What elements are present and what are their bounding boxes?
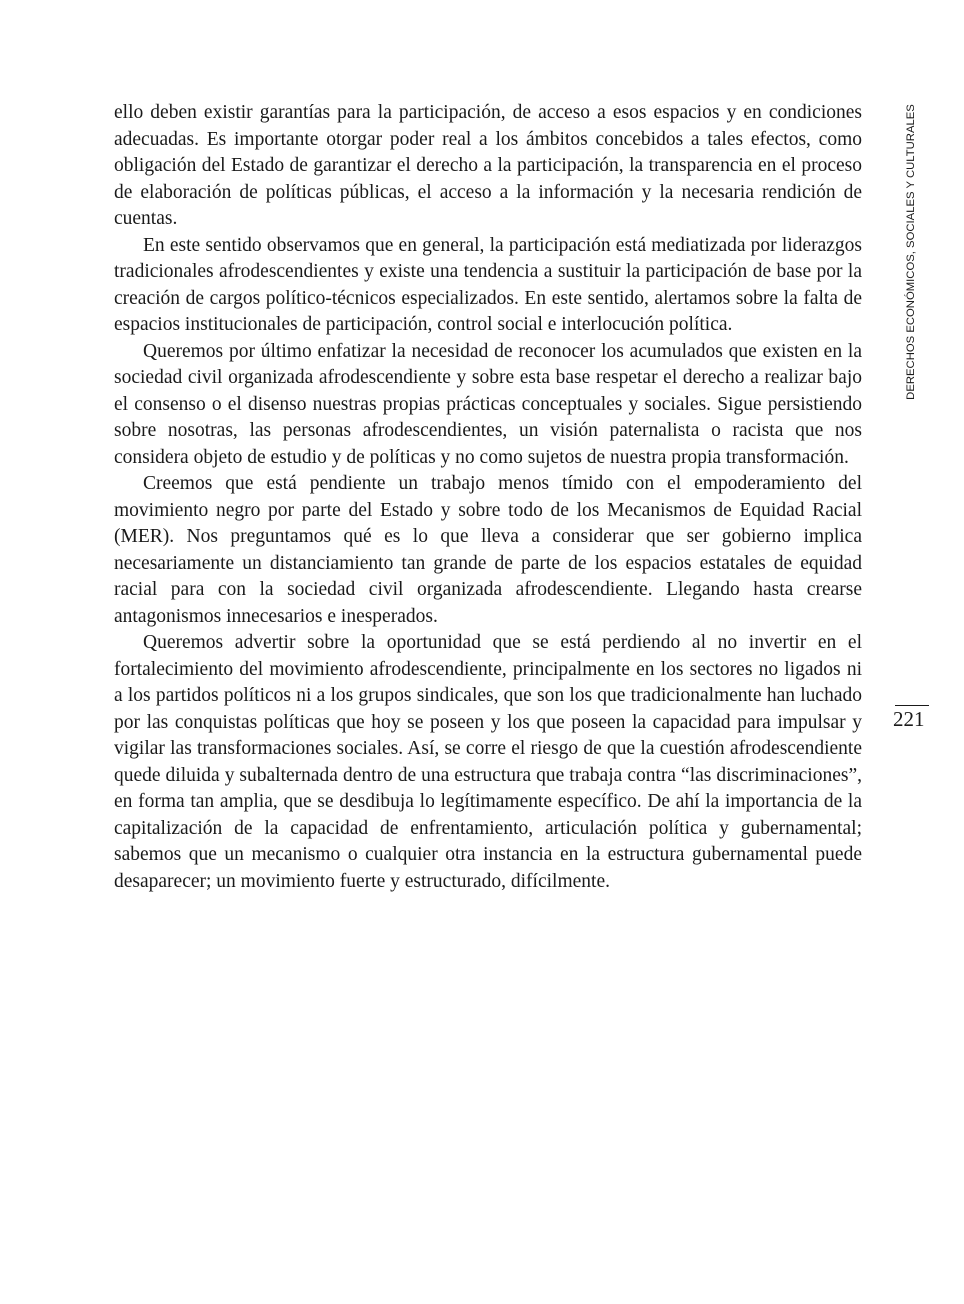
paragraph-5: Queremos advertir sobre la oportunidad que se está perdiendo al no invertir en el fortalecimiento del movimiento afrodescendiente, principalmente en los sectores no ligados ni a los partidos políticos ni a los grupos sindicales, que son los que tradicionalmente han luchado por las conquistas políticas que hoy se poseen y los que poseen la capacidad para impulsar y vigilar las transformaciones sociales. Así, se corre el riesgo de que la cuestión afrodescendiente quede diluida y subalternada dentro de una estructura que trabaja contra “las discriminaciones”, en forma tan amplia, que se desdibuja lo legítimamente específico. De ahí la importancia de la capitalización de la capacidad de enfrentamiento, articulación política y gubernamental; sabemos que un mecanismo o cualquier otra instancia en la estructura gubernamental puede desaparecer; un movimiento fuerte y estructurado, difícilmente. xyxy=(114,632,862,892)
running-head xyxy=(903,101,919,403)
paragraph-2: En este sentido observamos que en general, la participación está mediatizada por liderazgos tradicionales afrodescendientes y existe una tendencia a sustituir la participación de base por la creación de cargos político-técnicos especializados. En este sentido, alertamos sobre la falta de espacios institucionales de participación, control social e interlocución política. xyxy=(114,234,862,335)
paragraph-4: Creemos que está pendiente un trabajo menos tímido con el empoderamiento del movimiento negro por parte del Estado y sobre todo de los Mecanismos de Equidad Racial (MER). Nos preguntamos qué es lo que lleva a considerar que ser gobierno implica necesariamente un distanciamiento tan grande de parte de los espacios estatales de equidad racial para con la sociedad civil organizada afrodescendiente. Llegando hasta crearse antagonismos innecesarios e inesperados. xyxy=(114,473,862,627)
paragraph-1: ello deben existir garantías para la participación, de acceso a esos espacios y en condiciones adecuadas. Es importante otorgar poder real a los ámbitos concebidos a tales efectos, como obligación del Estado de garantizar el derecho a la participación, la transparencia en el proceso de elaboración de políticas públicas, el acceso a la información y la necesaria rendición de cuentas. xyxy=(114,102,862,229)
paragraph-3: Queremos por último enfatizar la necesidad de reconocer los acumulados que existen en la sociedad civil organizada afrodescendiente y sobre esta base respetar el derecho a realizar bajo el consenso o el disenso nuestras propias prácticas conceptuales y sociales. Sigue persistiendo sobre nosotras, las personas afrodescendientes, un visión paternalista o racista que nos considera objeto de estudio y de políticas y no como sujetos de nuestra propia transformación. xyxy=(114,340,862,468)
running-head-text: DERECHOS ECONÓMICOS, SOCIALES Y CULTURALES xyxy=(905,104,918,400)
page-number-rule xyxy=(895,705,929,706)
page-number: 221 xyxy=(893,707,925,731)
body-text xyxy=(114,100,862,895)
